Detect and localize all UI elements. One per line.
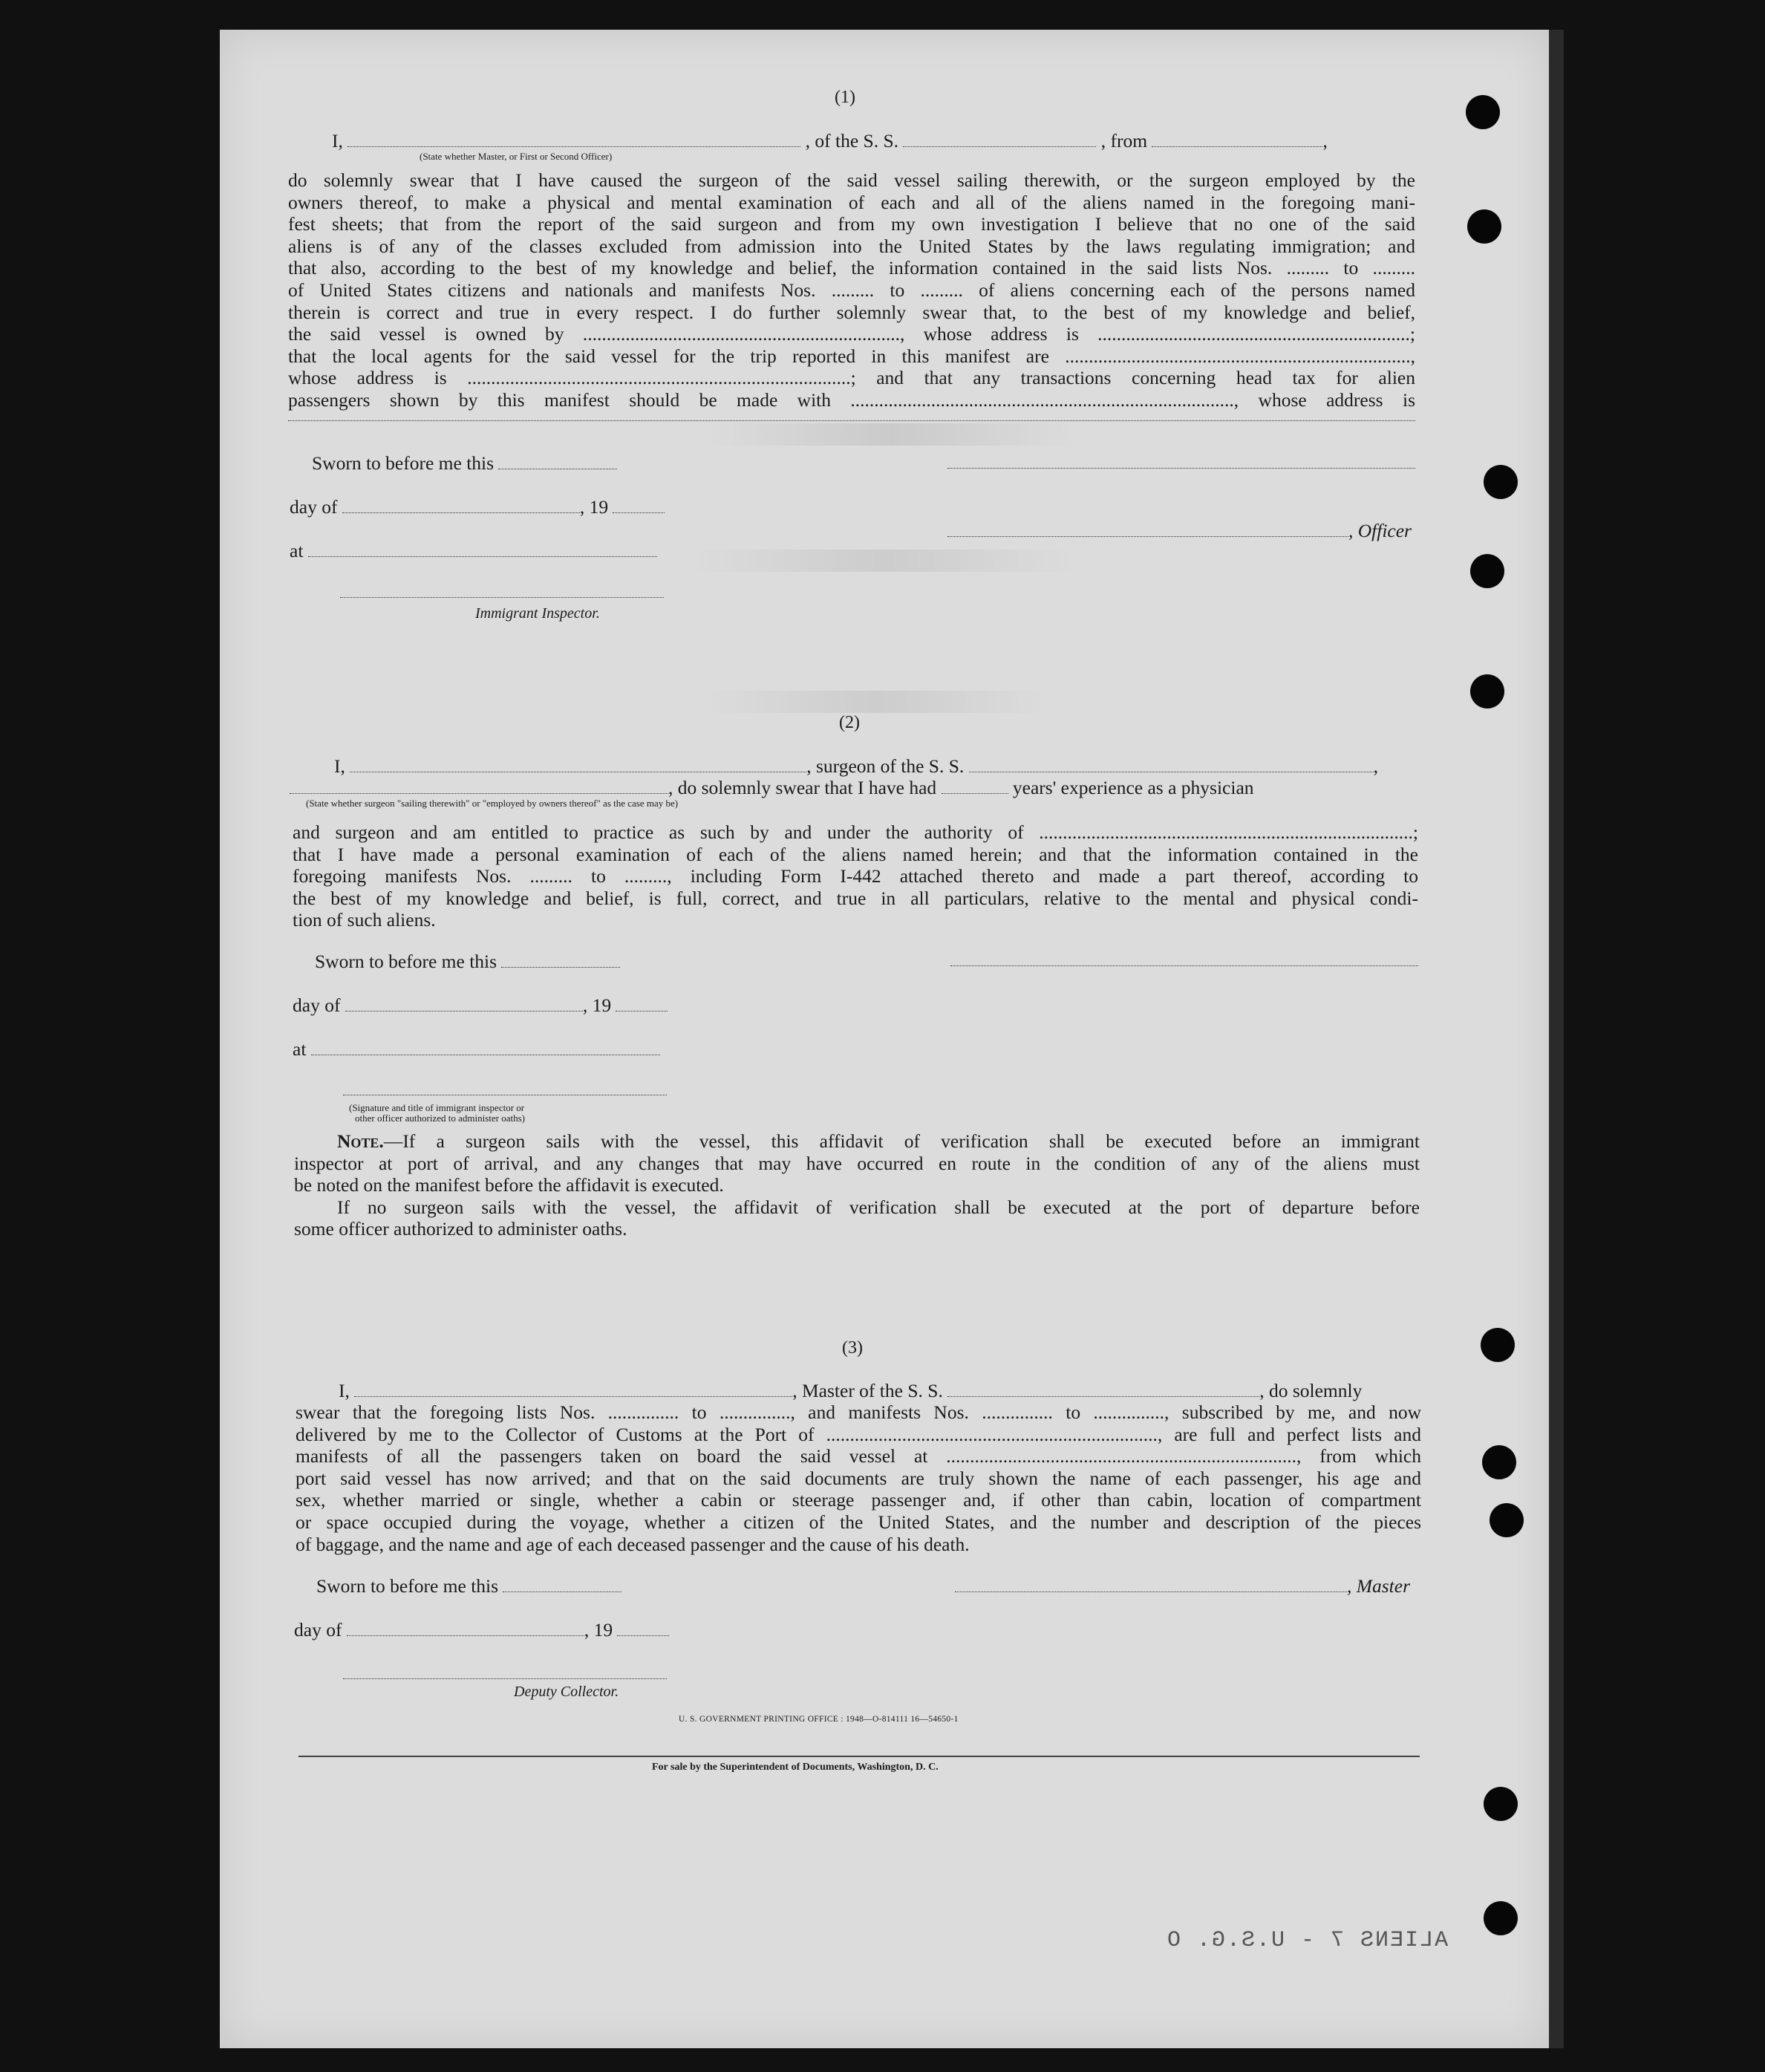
sale-notice: For sale by the Superintendent of Documents, Washington, D. C. <box>652 1762 939 1773</box>
section-1-body: do solemnly swear that I have caused the surgeon of the said vessel sailing therewith, or the surgeon employed by the owners thereof, to make a physical and mental examination of each and all of the aliens named in the foregoing mani- fest sheets; that from the report of the said surgeon and from my own investigation I believe that no one of the said aliens is of any of the classes excluded from admission into the United States by the laws regulating immigration; and that also, according to the best of my knowledge and belief, the information contained in the said lists Nos. ......... to ......... of United States citizens and nationals and manifests Nos. ......... to ......... of aliens concerning each of the persons named therein is correct and true in every respect. I do further solemnly swear that, to the best of my knowledge and belief, the said vessel is owned by ..................................................................., whose address is ..................................................................; that the local agents for the said vessel for the trip reported in this manifest are ........................................................................., whose address is .................................................................................; and that any transactions concerning head tax for alien passengers shown by this manifest should be made with ................................................................................., whose address is <box>288 169 1415 411</box>
day-of-label-3: day of , 19 <box>294 1619 669 1641</box>
sig-caption-2: other officer authorized to administer oaths) <box>355 1112 525 1124</box>
day-of-label-2: day of , 19 <box>293 994 668 1017</box>
sworn-label-1: Sworn to before me this <box>312 452 617 475</box>
reverse-stamp: ALIENS 7 - U.S.G. O <box>1166 1928 1449 1953</box>
inspector-caption: Immigrant Inspector. <box>475 605 600 622</box>
punch-hole <box>1470 674 1504 708</box>
collector-caption: Deputy Collector. <box>514 1684 619 1700</box>
section-3-first-line: I, , Master of the S. S. , do solemnly <box>339 1380 1363 1401</box>
master-signature: , Master <box>955 1575 1410 1597</box>
section-2-first-line: I, , surgeon of the S. S. , <box>334 755 1379 777</box>
sig-caption-1: (Signature and title of immigrant inspector or <box>349 1102 525 1113</box>
sworn-label-2: Sworn to before me this <box>315 951 620 973</box>
inspector-signature-line <box>340 597 664 598</box>
day-of-label-1: day of , 19 <box>290 496 665 518</box>
address-line <box>288 420 1415 421</box>
collector-signature-line <box>343 1678 667 1679</box>
section-2-body: and surgeon and am entitled to practice as such by and under the authority of ...............................................................................; that I have made a personal examination of each of the aliens named herein; and that the information contained in the foregoing manifests Nos. ......... to ........., including Form I-442 attached thereto and made a part thereof, according to the best of my knowledge and belief, is full, correct, and true in all particulars, relative to the mental and physical condi- tion of such aliens. <box>293 821 1418 931</box>
bleed-through-mark <box>705 423 1077 446</box>
master-caption: (State whether Master, or First or Second Officer) <box>420 151 613 162</box>
section-2-second-line: , do solemnly swear that I have had years' experience as a physician <box>290 777 1254 799</box>
footer-rule <box>298 1756 1420 1757</box>
section-1-first-line: I, , of the S. S. , from , <box>332 130 1328 152</box>
bleed-through-mark <box>691 550 1077 572</box>
section-1-number: (1) <box>835 88 855 107</box>
surgeon-caption: (State whether surgeon "sailing therewith" or "employed by owners thereof" as the case may be) <box>306 798 679 809</box>
punch-hole <box>1467 209 1501 244</box>
section-3-number: (3) <box>842 1338 863 1358</box>
punch-hole <box>1466 95 1500 129</box>
punch-hole <box>1484 465 1518 499</box>
surgeon-signature-line <box>950 965 1418 966</box>
binding-shadow <box>1549 30 1564 2048</box>
section-3-body: swear that the foregoing lists Nos. ............... to ..............., and manifests Nos. ............... to ..............., subscribed by me, and now delivered by me to the Collector of Customs at the Port of ......................................................................, are full and perfect lists and manifests of all the passengers taken on board the said vessel at .........................................................................., from which port said vessel has now arrived; and that on the said documents are truly shown the name of each passenger, his age and sex, whether married or single, whether a cabin or steerage passenger and, if other than cabin, location of compartment or space occupied during the voyage, whether a citizen of the United States, and the number and description of the pieces of baggage, and the name and age of each deceased passenger and the cause of his death. <box>296 1401 1421 1555</box>
punch-hole <box>1490 1503 1524 1537</box>
at-label-2: at <box>293 1038 660 1061</box>
punch-hole <box>1481 1328 1515 1362</box>
printing-office-line: U. S. GOVERNMENT PRINTING OFFICE : 1948—O-814111 16—54650-1 <box>679 1715 959 1724</box>
officer-signature-line-top <box>947 468 1415 469</box>
punch-hole <box>1484 1787 1518 1821</box>
sworn-label-3: Sworn to before me this <box>316 1575 621 1597</box>
punch-hole <box>1482 1445 1516 1479</box>
section-2-number: (2) <box>839 713 860 732</box>
officer-signature: , Officer <box>947 520 1412 542</box>
punch-hole <box>1484 1901 1518 1935</box>
punch-hole <box>1470 554 1504 588</box>
at-label-1: at <box>290 540 657 562</box>
bleed-through-mark <box>705 691 1047 713</box>
note-paragraph: Note.—If a surgeon sails with the vessel, this affidavit of verification shall be executed before an immigrant inspector at port of arrival, and any changes that may have occurred en route in the condition of any of the aliens must be noted on the manifest before the affidavit is executed. If no surgeon sails with the vessel, the affidavit of verification shall be executed at the port of departure before some officer authorized to administer oaths. <box>294 1130 1420 1240</box>
